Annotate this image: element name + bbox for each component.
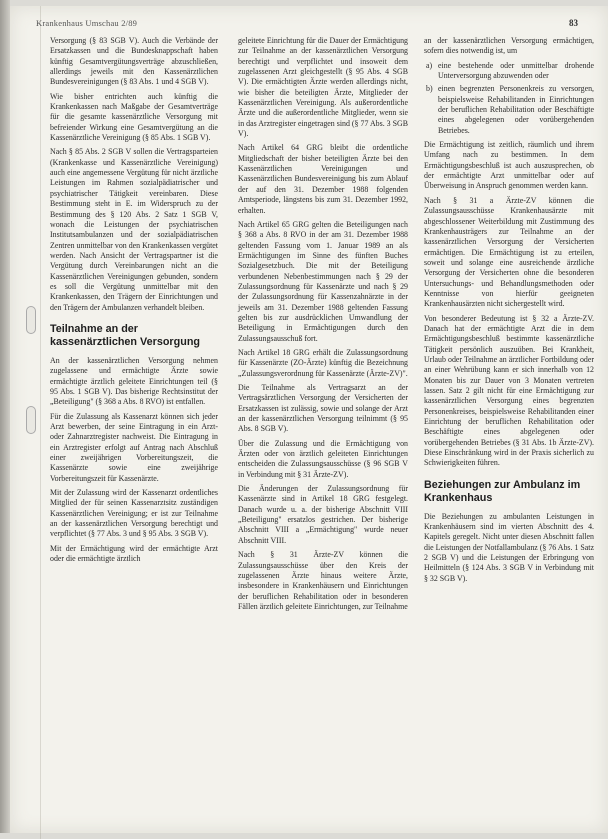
- punch-hole: [26, 306, 36, 334]
- column-3: [424, 36, 594, 588]
- column-2: [238, 36, 408, 616]
- punch-hole: [26, 406, 36, 434]
- list-marker: b): [426, 84, 433, 94]
- paragraph: Nach § 31 a Ärzte-ZV können die Zulassungsausschüsse Krankenhausärzte mit abgeschlossener Weiterbildung mit Zustimmung des Krankenhausträgers zur Teilnahme an der kassenärztlichen Versorgung der Versicherten ermächtigen. Die Ermächtigung ist zu erteilen, soweit und solange eine ausreichende ärztliche Versorgung der Versicherten ohne die besonderen Untersuchungs- und Behandlungsmethoden oder Kenntnisse von hierfür geeigneten Krankenhausärzten nicht sichergestellt wird.: [424, 195, 594, 309]
- list-marker: a): [426, 60, 433, 70]
- document-page: [10, 6, 608, 833]
- running-head: Krankenhaus Umschau 2/89: [36, 18, 138, 28]
- paragraph: Die Teilnahme als Vertragsarzt an der Vertragsärztlichen Versorgung der Versicherten der Ersatzkassen ist zulässig, sowie und solange der Arzt an der kassenärztlichen Versorgung teilnimmt (§ 95 Abs. 8 SGB V).: [238, 383, 408, 434]
- list-item: [426, 84, 594, 136]
- paragraph: Die Ermächtigung ist zeitlich, räumlich und ihrem Umfang nach zu bestimmen. In dem Ermächtigungsbeschluß ist auch auszusprechen, ob der ermächtigte Arzt unmittelbar oder auf Überweisung in Anspruch genommen werden kann.: [424, 140, 594, 191]
- fold-line: [40, 6, 41, 839]
- section-heading: Beziehungen zur Ambulanz im Krankenhaus: [424, 478, 581, 504]
- scan-edge: [0, 0, 10, 833]
- paragraph: Mit der Zulassung wird der Kassenarzt ordentliches Mitglied der für seinen Kassenarztsitz zuständigen Kassenärztlichen Vereinigung; er ist zur Teilnahme an der kassenärztlichen Versorgung berechtigt und verpflichtet (§ 77 Abs. 3 und § 95 Abs. 3 SGB V).: [50, 488, 218, 539]
- page-number: 83: [569, 18, 578, 28]
- paragraph: Nach Artikel 18 GRG erhält die Zulassungsordnung für Kassenärzte (ZO-Ärzte) künftig die Bezeichnung „Zulassungsverordnung für Kassenärzte (Ärzte-ZV)".: [238, 347, 408, 378]
- paragraph: Nach § 85 Abs. 2 SGB V sollen die Vertragsparteien (Krankenkasse und Kassenärztliche Vereinigung) auch eine angemessene Vergütung für nicht ärztliche Leistungen im Rahmen sozialpädiatrischer und psychiatrischer Tätigkeit vereinbaren. Diese Bestimmung steht in E. im Widerspruch zu der Bestimmung des § 120 Abs. 2 Satz 1 SGB V, wonach die Leistungen der psychiatrischen Institutsambulanzen und der sozialpädiatrischen Zentren unmittelbar von den Krankenkassen vergütet werden. Nach Ansicht der Vertragspartner ist die Vergütung durch Vereinbarungen nicht an die Kassenärztlichen Vereinigungen gebunden, sondern es soll die Vergütung unmittelbar mit den Krankenkassen, den Trägern der Einrichtungen und den Trägern der Ambulanzen verhandelt bleiben.: [50, 147, 218, 312]
- paragraph: Von besonderer Bedeutung ist § 32 a Ärzte-ZV. Danach hat der ermächtigte Arzt die in dem Ermächtigungsbeschluß bestimmte kassenärztliche Tätigkeit persönlich auszuüben. Bei Krankheit, Urlaub oder Teilnahme an ärztlicher Fortbildung oder an einer Wehrübung kann er sich innerhalb von 12 Monaten bis zur Dauer von 3 Monaten vertreten lassen. Satz 2 gilt nicht für eine Ermächtigung zur kassenärztlichen Versorgung eines begrenzten Personenkreises, beispielsweise Rehabilitanden einer Einrichtung der beruflichen Rehabilitation oder Beschäftigte eines abgelegenen oder vorübergehenden Betriebes (§ 31 Abs. 1b Ärzte-ZV). Diese Einschränkung wird in der Praxis sicherlich zu Schwierigkeiten führen.: [424, 313, 594, 468]
- paragraph: Nach § 31 Ärzte-ZV können die Zulassungsausschüsse über den Kreis der zugelassenen Ärzte hinaus weitere Ärzte, insbesondere in Krankenhäusern und Einrichtungen der beruflichen Rehabilitation oder in besonderen Fällen ärztlich geleitete Einrichtungen, zur Teilnahme: [238, 550, 408, 611]
- enumerated-list: [424, 61, 594, 136]
- paragraph: Nach Artikel 64 GRG bleibt die ordentliche Mitgliedschaft der bisher beteiligten Ärzte bei den Kassenärztlichen Vereinigungen und Kassenärztlichen Bundesvereinigung bis zum Ablauf der auf den 31. Dezember 1988 folgenden Amtsperiode, längstens bis zum 31. Dezember 1992, erhalten.: [238, 143, 408, 215]
- list-item-text: eine bestehende oder unmittelbar drohende Unterversorgung abzuwenden oder: [438, 60, 594, 81]
- paragraph: Wie bisher entrichten auch künftig die Krankenkassen nach Maßgabe der Gesamtverträge für die gesamte kassenärztliche Versorgung mit befreiender Wirkung eine Gesamtvergütung an die Kassenärztliche Vereinigung (§ 85 Abs. 1 SGB V).: [50, 91, 218, 143]
- paragraph: Die Beziehungen zu ambulanten Leistungen in Krankenhäusern sind im vierten Abschnitt des 4. Kapitels geregelt. Nicht unter diesen Abschnitt fallen die Leistungen der Notfallambulanz (§ 76 Abs. 1 Satz 2 SGB V) und die Leistungen der Erbringung von Heilmitteln (§ 124 Abs. 3 SGB V in Verbindung mit § 32 SGB V).: [424, 511, 594, 583]
- list-item-text: einen begrenzten Personenkreis zu versorgen, beispielsweise Rehabilitanden in Einrichtungen der beruflichen Rehabilitation oder Beschäftigte eines abgelegenen oder vorübergehenden Betriebes.: [438, 84, 594, 135]
- column-1: [50, 36, 218, 568]
- paragraph: Mit der Ermächtigung wird der ermächtigte Arzt oder die ermächtigte ärztlich: [50, 543, 218, 564]
- paragraph: An der kassenärztlichen Versorgung nehmen zugelassene und ermächtigte Ärzte sowie ermächtigte ärztlich geleitete Einrichtungen teil (§ 95 Abs. 1 SGB V). Das bisherige Rechtsinstitut der „Beteiligung" (§ 368 a Abs. 8 RVO) ist entfallen.: [50, 355, 218, 407]
- paragraph: Für die Zulassung als Kassenarzt können sich jeder Arzt bewerben, der seine Eintragung in ein Arzt- oder Zahnarztregister nachweist. Die Eintragung in ein Arztregister erfolgt auf Antrag nach Abschluß einer zweijährigen Vorbereitungszeit, die Kassenärzte sowie eine zweijährige Vorbereitungszeit für Kassenärzte.: [50, 411, 218, 483]
- section-heading: Teilnahme an der kassenärztlichen Versorgung: [50, 322, 201, 348]
- paragraph: Versorgung (§ 83 SGB V). Auch die Verbände der Ersatzkassen und die Bundesknappschaft haben künftig Gesamtvergütungsverträge abzuschließen, allerdings jeweils mit den Kassenärztlichen Bundesvereinigungen (§ 83 Abs. 1 und 4 SGB V).: [50, 36, 218, 87]
- list-item: [426, 60, 594, 82]
- paragraph: geleitete Einrichtung für die Dauer der Ermächtigung zur Teilnahme an der kassenärztlichen Versorgung berechtigt und verpflichtet und insoweit dem zugelassenen Arzt gleichgestellt (§ 95 Abs. 4 SGB V). Die ermächtigten Ärzte werden allerdings nicht, wie bisher die beteiligten Ärzte, Mitglieder der Kassenärztlichen Vereinigung. Als außerordentliche Ärzte und die außerordentliche Mitglieder, wenn sie in das Arztregister eingetragen sind (§ 77 Abs. 3 SGB V).: [238, 36, 408, 139]
- paragraph: Die Änderungen der Zulassungsordnung für Kassenärzte sind in Artikel 18 GRG festgelegt. Danach wurde u. a. der bisherige Abschnitt VIII „Beteiligung" ersatzlos gestrichen. Der bisherige Abschnitt VIII a „Ermächtigung" wurde neuer Abschnitt VIII.: [238, 484, 408, 545]
- paragraph: Nach Artikel 65 GRG gelten die Beteiligungen nach § 368 a Abs. 8 RVO in der am 31. Dezember 1988 geltenden Fassung vom 1. Januar 1989 an als Ermächtigungen im Sinne des fünften Buches Sozialgesetzbuch. Die mit der Beteiligung verbundenen Nebenbestimmungen nach § 29 der Zulassungsordnung für Kassenärzte und nach § 29 der Zulassungsordnung für Kassenzahnärzte in der jeweils am 31. Dezember 1988 geltenden Fassung gelten bis zur ausdrücklichen Umwandlung der Beteiligung in Ermächtigungen durch den Zulassungsausschuß fort.: [238, 219, 408, 343]
- paragraph: Über die Zulassung und die Ermächtigung von Ärzten oder von ärztlich geleiteten Einrichtungen entscheiden die Zulassungsausschüsse (§ 96 SGB V in Verbindung mit § 31 Ärzte-ZV).: [238, 438, 408, 479]
- paragraph: an der kassenärztlichen Versorgung ermächtigen, sofern dies notwendig ist, um: [424, 36, 594, 56]
